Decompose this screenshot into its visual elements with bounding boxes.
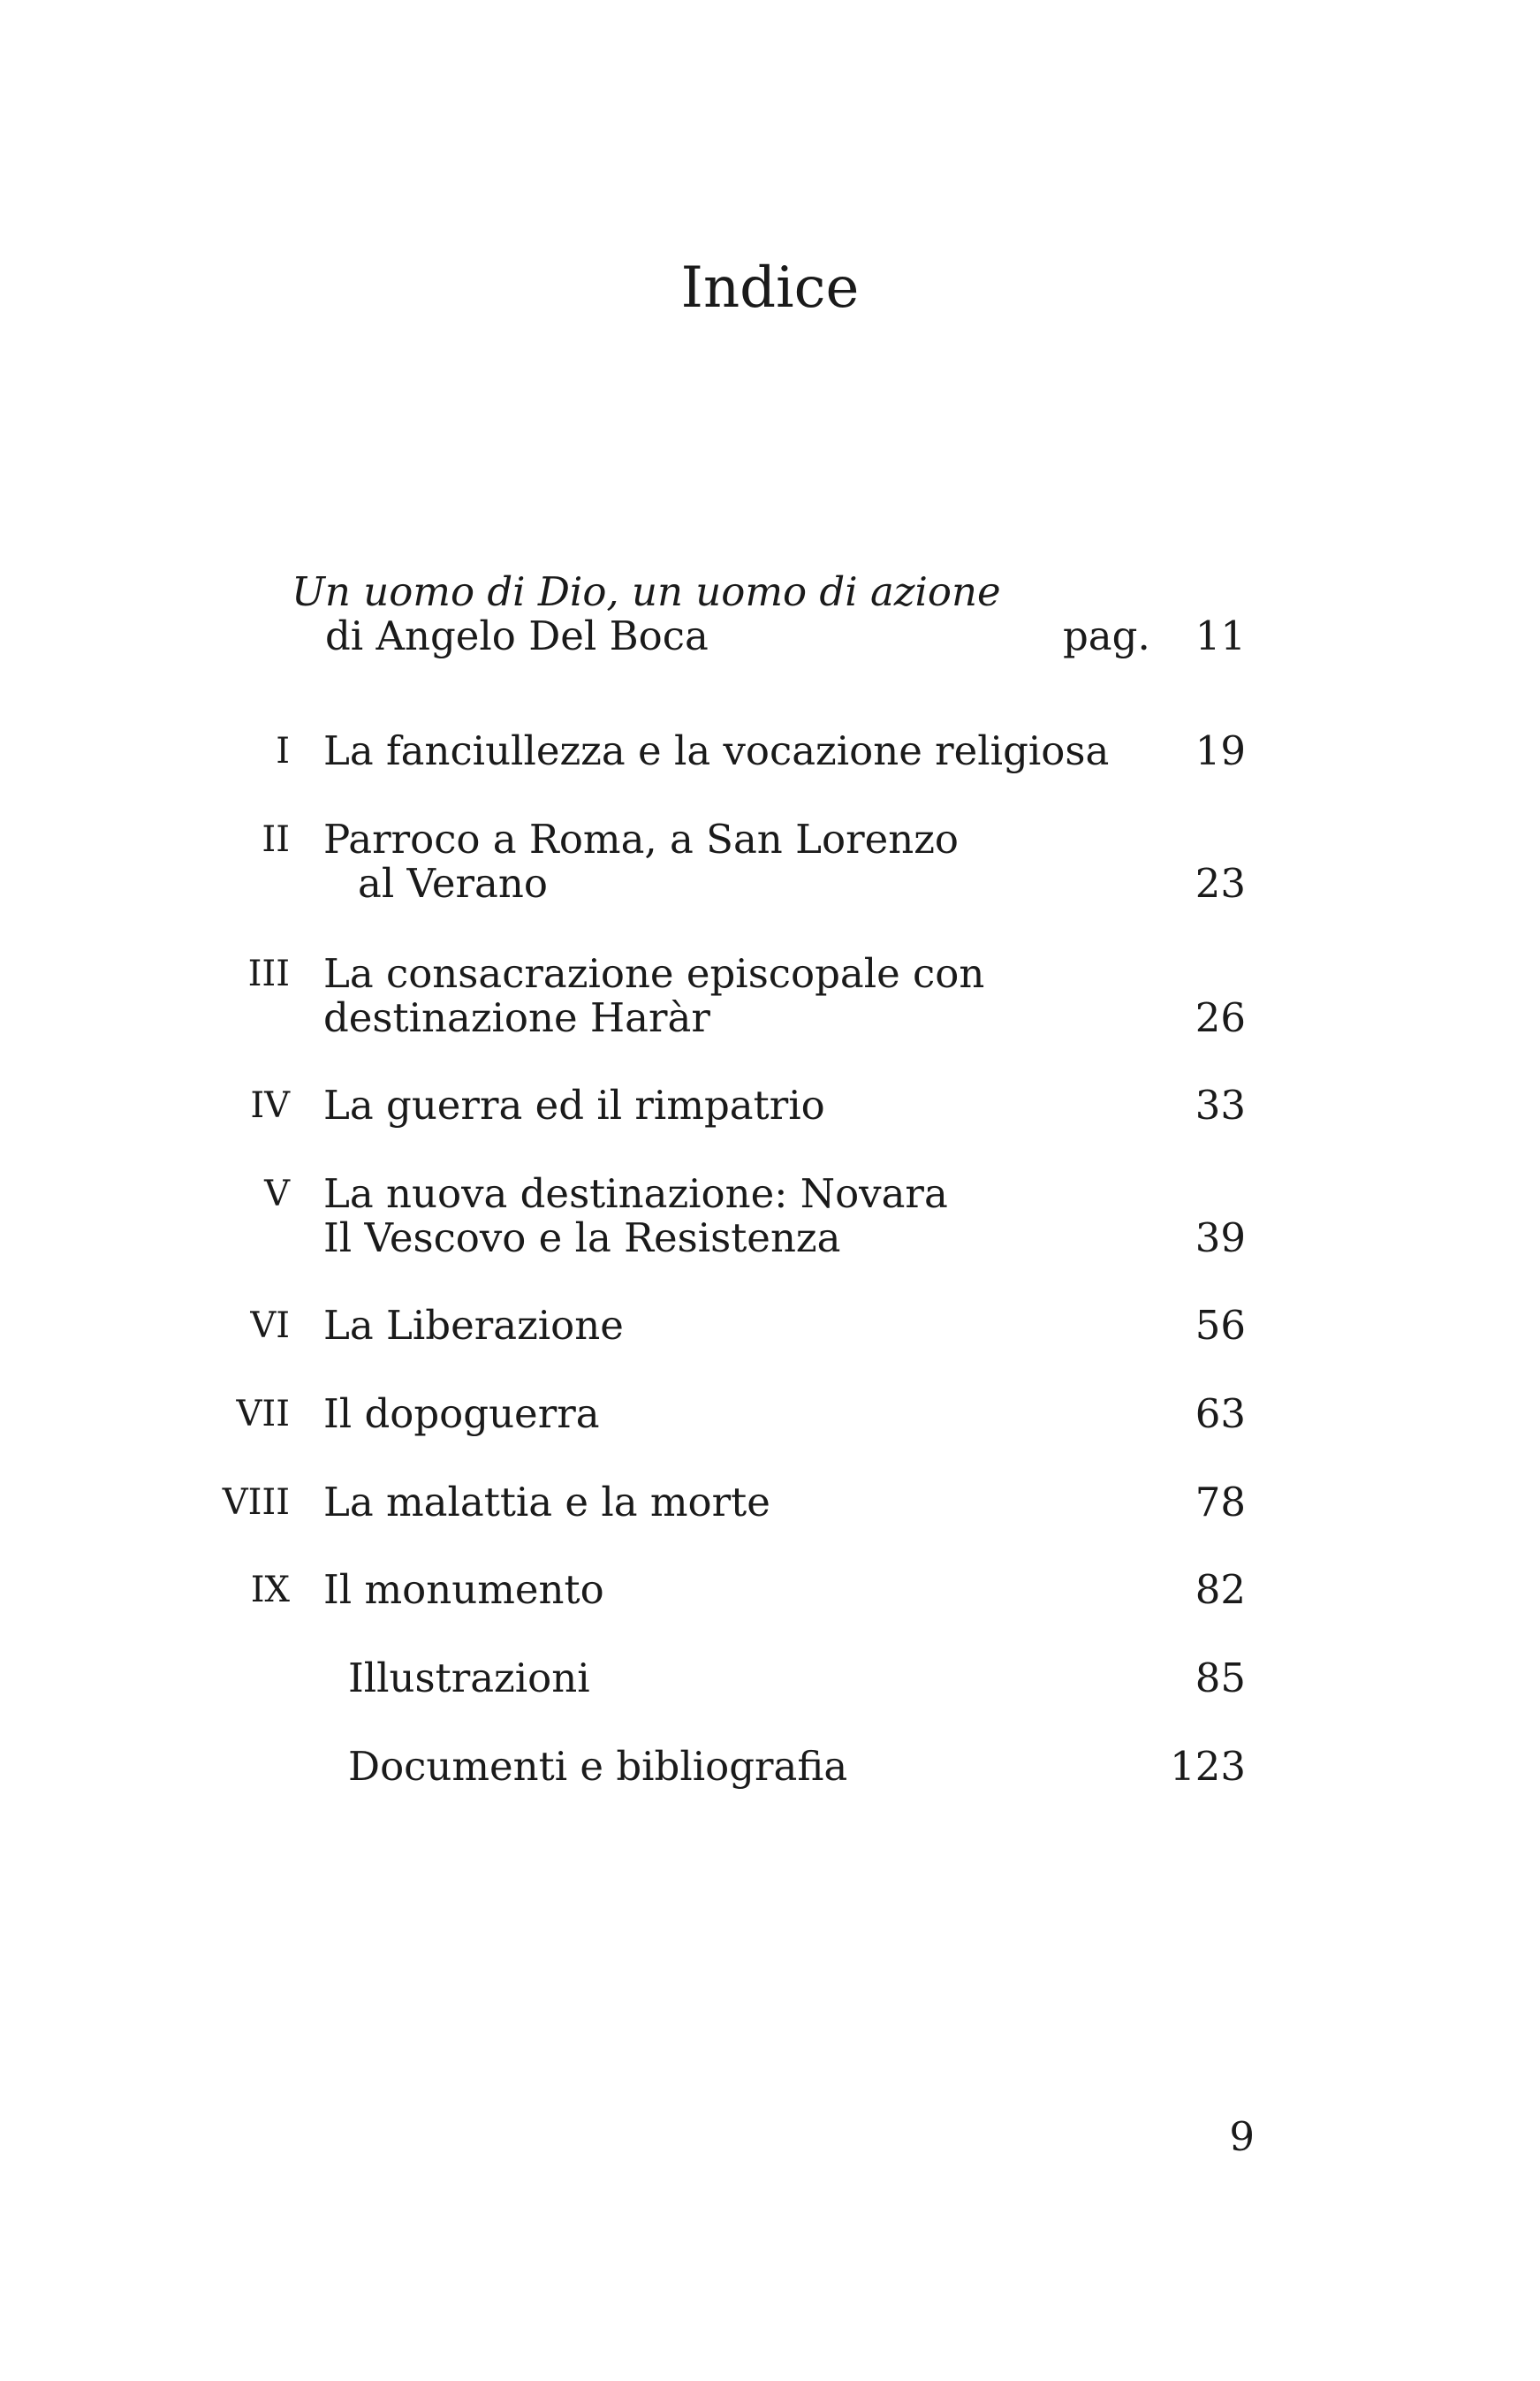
chapter-title: Parroco a Roma, a San Lorenzo <box>323 816 959 863</box>
chapter-title: La nuova destinazione: Novara <box>323 1170 948 1217</box>
page-title: Indice <box>680 255 860 321</box>
chapter-page: 23 <box>1195 860 1246 907</box>
chapter-numeral: IX <box>250 1570 290 1610</box>
chapter-page: 82 <box>1195 1566 1246 1613</box>
chapter-page: 33 <box>1195 1082 1246 1129</box>
page-number: 9 <box>1229 2113 1255 2160</box>
intro-pag-label: pag. <box>1063 612 1150 659</box>
chapter-numeral: VII <box>236 1394 290 1434</box>
chapter-page: 56 <box>1195 1302 1246 1349</box>
appendix-page: 85 <box>1195 1655 1246 1701</box>
chapter-title: Il dopoguerra <box>323 1390 600 1437</box>
appendix-title: Illustrazioni <box>348 1655 590 1701</box>
chapter-numeral: II <box>262 819 290 860</box>
chapter-page: 63 <box>1195 1390 1246 1437</box>
intro-title: Un uomo di Dio, un uomo di azione <box>292 568 1001 615</box>
chapter-numeral: VIII <box>222 1482 290 1523</box>
intro-author: di Angelo Del Boca <box>325 612 709 659</box>
chapter-page: 19 <box>1195 727 1246 774</box>
intro-page: 11 <box>1195 612 1246 659</box>
chapter-numeral: V <box>264 1174 290 1214</box>
chapter-title: La fanciullezza e la vocazione religiosa <box>323 727 1110 774</box>
chapter-title: La malattia e la morte <box>323 1479 770 1525</box>
chapter-numeral: IV <box>250 1085 290 1126</box>
chapter-page: 26 <box>1195 994 1246 1041</box>
chapter-page: 78 <box>1195 1479 1246 1525</box>
chapter-title: La Liberazione <box>323 1302 624 1349</box>
chapter-title-continued: Il Vescovo e la Resistenza <box>323 1214 841 1261</box>
appendix-title: Documenti e bibliografia <box>348 1743 848 1790</box>
chapter-numeral: III <box>247 954 290 994</box>
chapter-page: 39 <box>1195 1214 1246 1261</box>
chapter-title: Il monumento <box>323 1566 604 1613</box>
chapter-title-continued: destinazione Haràr <box>323 994 710 1041</box>
chapter-numeral: I <box>276 731 290 772</box>
chapter-title: La consacrazione episcopale con <box>323 950 985 997</box>
chapter-title: La guerra ed il rimpatrio <box>323 1082 825 1129</box>
appendix-page: 123 <box>1170 1743 1246 1790</box>
chapter-numeral: VI <box>250 1305 290 1346</box>
chapter-title-continued: al Verano <box>358 860 548 907</box>
